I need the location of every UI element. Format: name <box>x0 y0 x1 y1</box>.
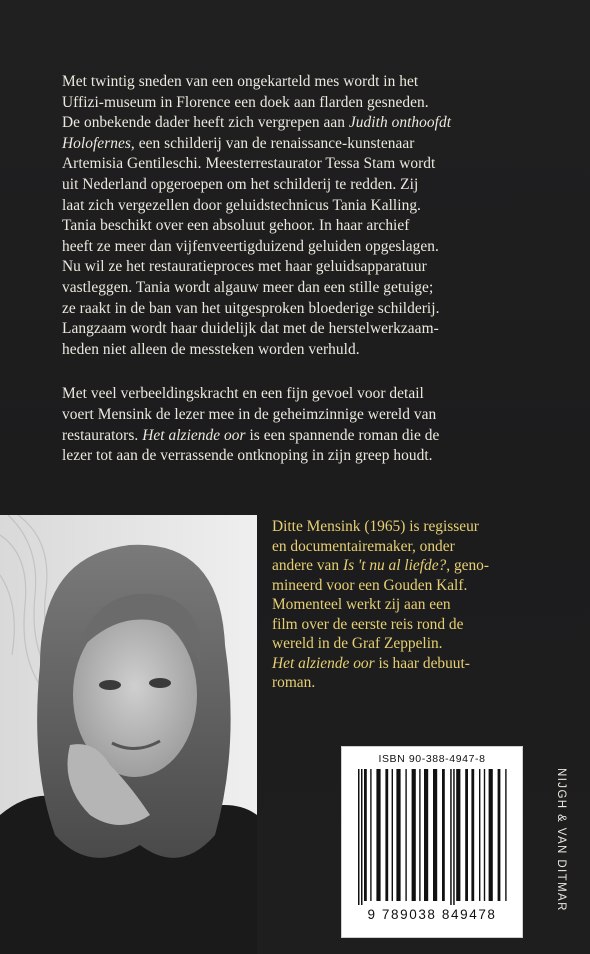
synopsis-line: uit Nederland opgeroepen om het schilderij te redden. Zij <box>62 175 419 193</box>
synopsis-line: Met twintig sneden van een ongekarteld mes wordt in het <box>62 73 419 90</box>
author-photo <box>0 515 257 954</box>
synopsis-paragraph-1 <box>62 72 537 360</box>
synopsis-line: Artemisia Gentileschi. Meesterrestaurator Tessa Stam wordt <box>62 155 436 173</box>
synopsis-line: Holofernes, een schilderij van de renaissance-kunstenaar <box>62 134 415 152</box>
publisher-name: NIJGH & VAN DITMAR <box>555 768 567 912</box>
synopsis-line: heeft ze meer dan vijfenveertigduizend geluiden opgeslagen. <box>62 237 439 255</box>
bio-line: andere van Is 't nu al liefde?, geno- <box>272 557 490 574</box>
bio-line: wereld in de Graf Zeppelin. <box>272 635 443 652</box>
bio-line: Het alziende oor is haar debuut- <box>272 654 470 672</box>
synopsis-line: heden niet alleen de messteken worden verhuld. <box>62 340 360 358</box>
barcode <box>341 746 523 938</box>
synopsis-line: vastleggen. Tania wordt algauw meer dan een stille getuige; <box>62 278 434 296</box>
barcode-bars <box>354 769 510 905</box>
synopsis-paragraph-2 <box>62 384 537 466</box>
synopsis-line: Langzaam wordt haar duidelijk dat met de herstelwerkzaam- <box>62 320 439 338</box>
author-bio <box>272 517 572 693</box>
bio-line: mineerd voor een Gouden Kalf. <box>272 576 468 594</box>
bio-line: Ditte Mensink (1965) is regisseur <box>272 518 479 535</box>
synopsis-line: laat zich vergezellen door geluidstechnicus Tania Kalling. <box>62 196 421 214</box>
synopsis-line: lezer tot aan de verrassende ontknoping in zijn greep houdt. <box>62 447 433 465</box>
synopsis-line: voert Mensink de lezer mee in de geheimzinnige wereld van <box>62 405 437 423</box>
synopsis-text <box>62 72 537 467</box>
ean-number: 9 789038 849478 <box>367 907 497 922</box>
bio-line: film over de eerste reis rond de <box>272 615 464 633</box>
synopsis-line: De onbekende dader heeft zich vergrepen aan Judith onthoofdt <box>62 114 452 132</box>
bio-line: roman. <box>272 674 316 691</box>
synopsis-line: Nu wil ze het restauratieproces met haar geluidsapparatuur <box>62 258 427 276</box>
bio-line: Momenteel werkt zij aan een <box>272 596 451 613</box>
isbn-label: ISBN 90-388-4947-8 <box>378 753 486 765</box>
synopsis-line: Met veel verbeeldingskracht en een fijn gevoel voor detail <box>62 385 424 403</box>
bio-line: en documentairemaker, onder <box>272 537 455 555</box>
synopsis-line: restaurators. Het alziende oor is een spannende roman die de <box>62 426 440 444</box>
synopsis-line: Tania beschikt over een absoluut gehoor. In haar archief <box>62 217 410 235</box>
synopsis-line: ze raakt in de ban van het uitgesproken bloederige schilderij. <box>62 299 440 317</box>
synopsis-line: Uffizi-museum in Florence een doek aan flarden gesneden. <box>62 93 429 111</box>
